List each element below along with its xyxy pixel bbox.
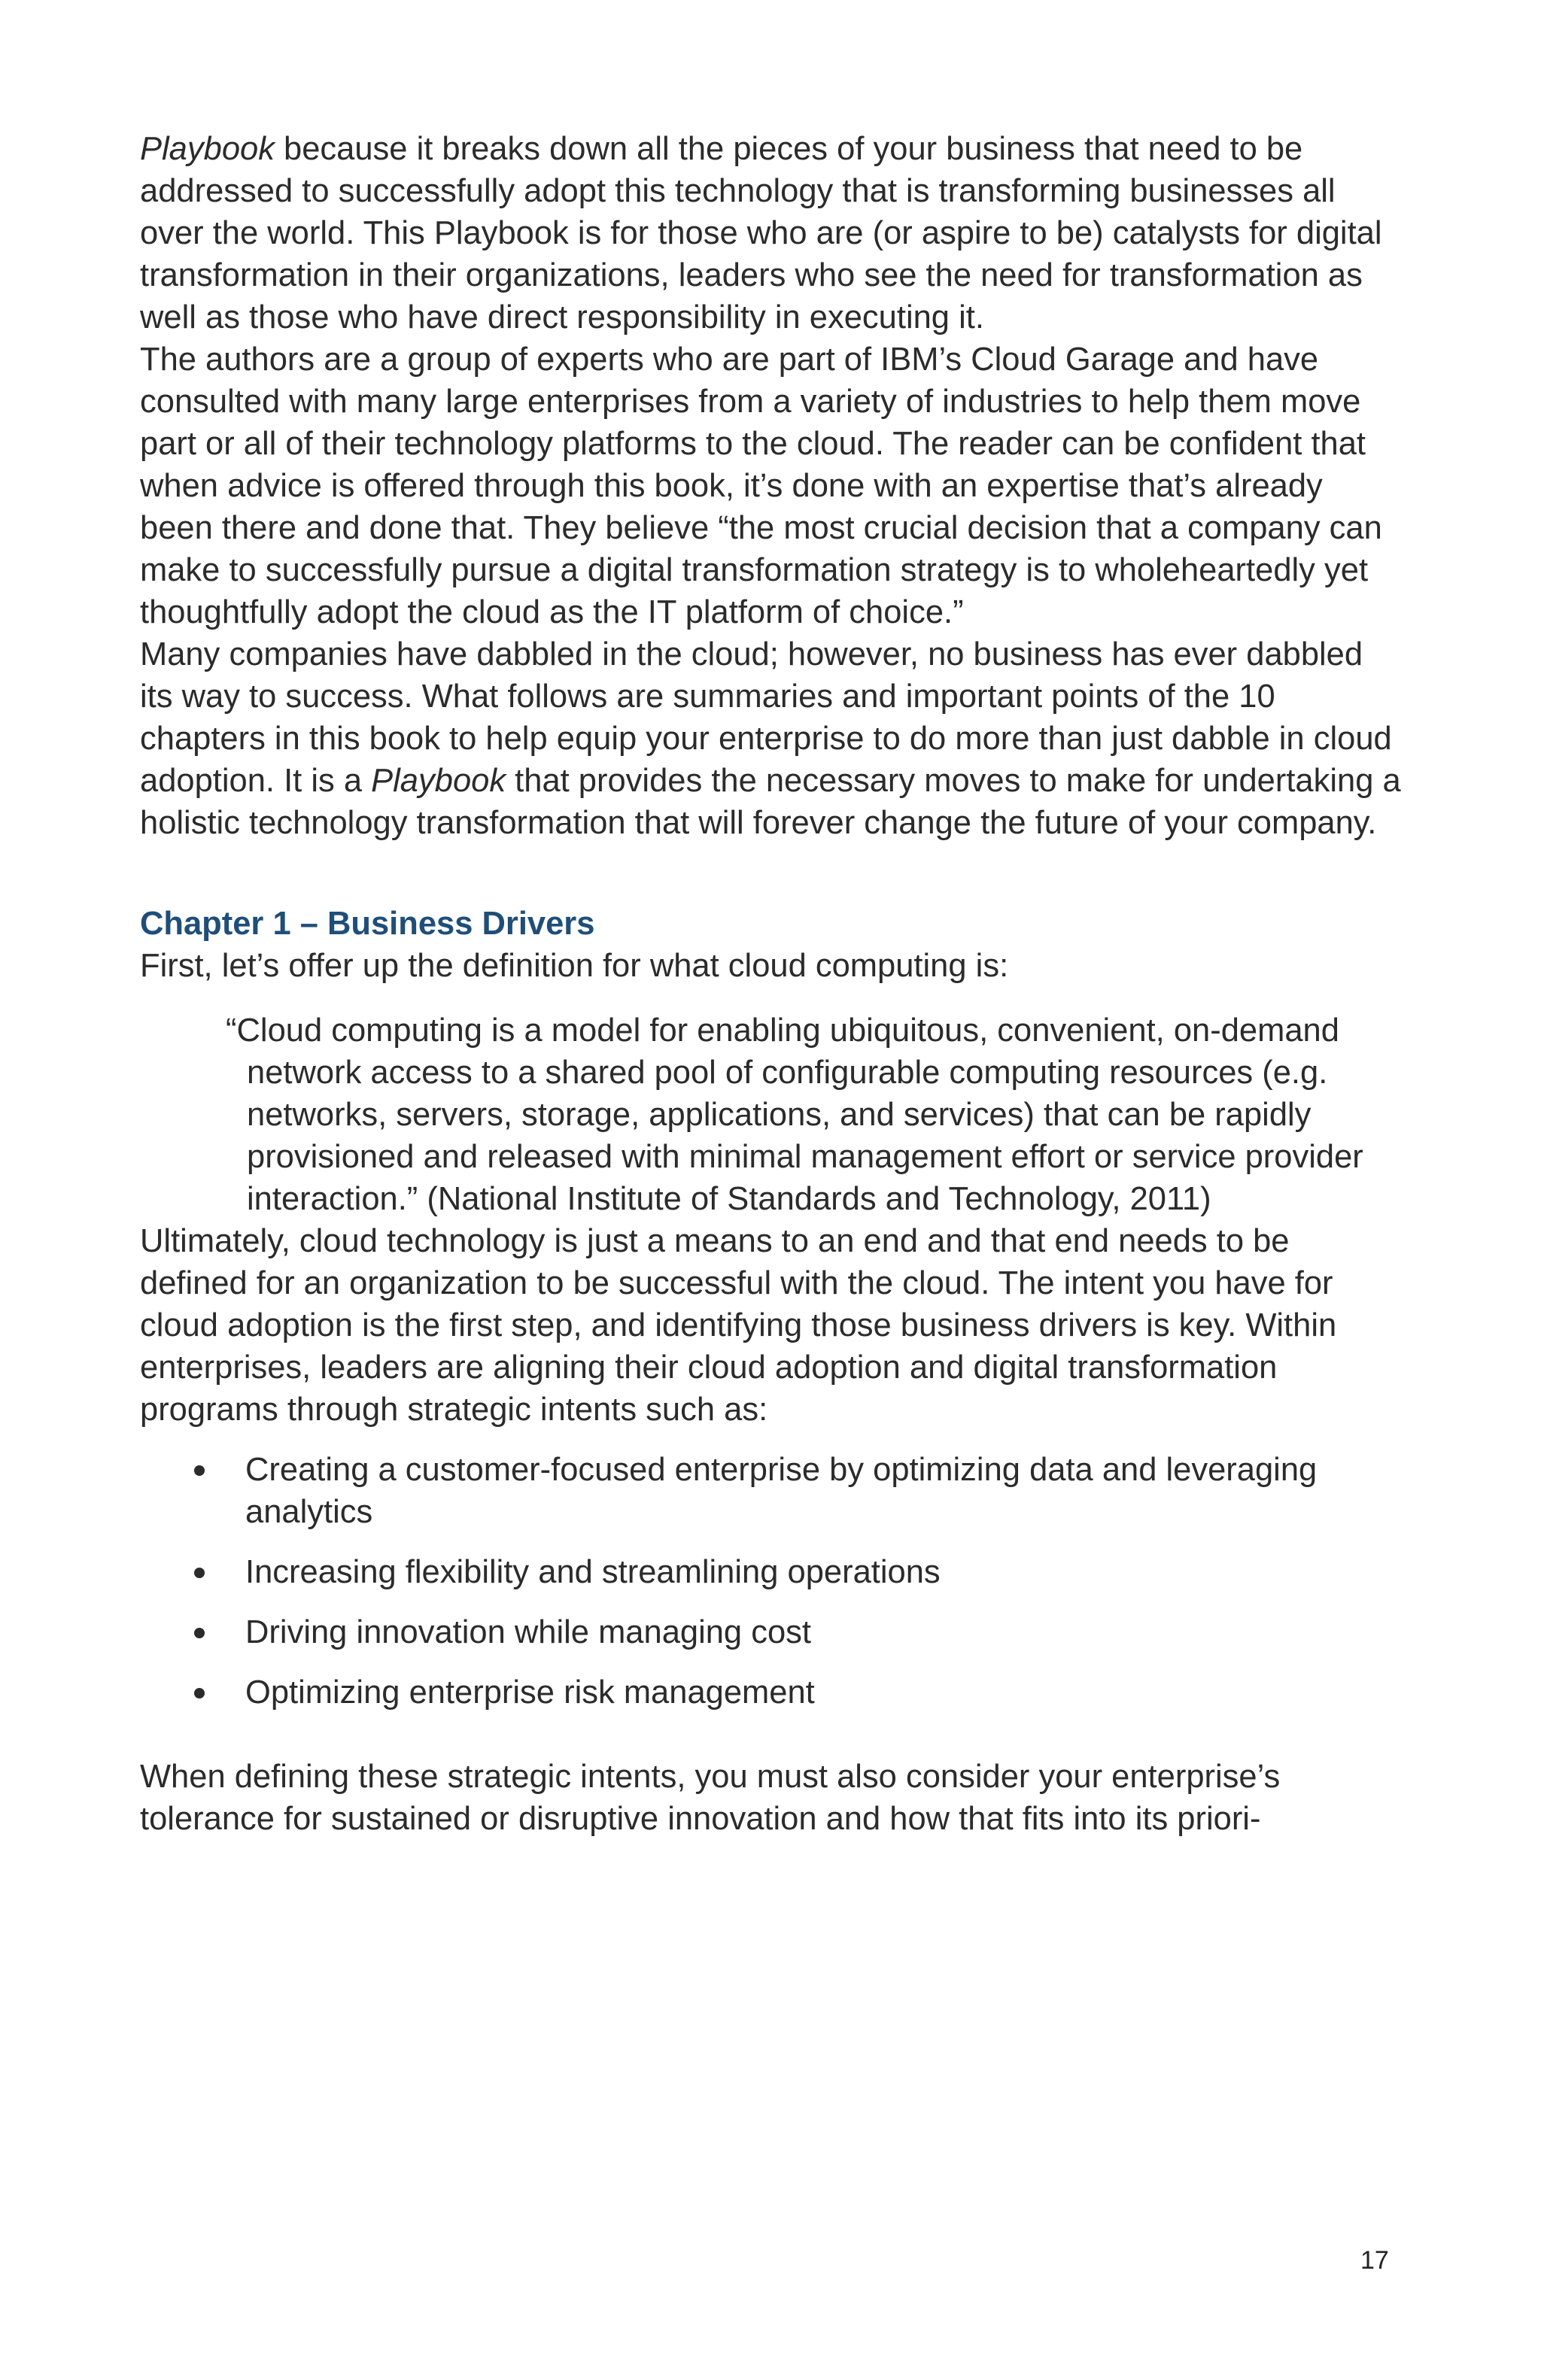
bullet-icon	[194, 1688, 205, 1698]
ultimately-paragraph: Ultimately, cloud technology is just a means to an end and that end needs to be defined for an organization to be successful with the cloud. The intent you have for cloud adoption is the first step, and identifying those business drivers is key. Within enterprises, leaders are aligning their cloud adoption and digital transformation programs through strategic intents such as:	[140, 1223, 1337, 1428]
dabbled-italic-title: Playbook	[371, 763, 506, 799]
list-item-text: Driving innovation while managing cost	[245, 1614, 811, 1650]
strategic-intents-list	[140, 1449, 1404, 1714]
list-item-text: Optimizing enterprise risk management	[245, 1674, 815, 1711]
list-item-text: Increasing flexibility and streamlining operations	[245, 1554, 941, 1590]
closing-paragraph: When defining these strategic intents, you must also consider your enterprise’s tolerance for sustained or disruptive innovation and how that fits into its priori-	[140, 1759, 1281, 1837]
cloud-definition-quote: “Cloud computing is a model for enabling ubiquitous, convenient, on-demand network access to a shared pool of configurable computing resources (e.g. networks, servers, storage, applications, and services) that can be rapidly provisioned and released with minimal management effort or service provider interaction.” (National Institute of Standards and Technology, 2011)	[226, 1012, 1363, 1217]
list-item	[140, 1551, 1404, 1593]
list-item-text: Creating a customer-focused enterprise by optimizing data and leveraging analytics	[245, 1452, 1318, 1530]
bullet-icon	[194, 1568, 205, 1578]
page-number: 17	[1360, 2246, 1389, 2275]
chapter-heading: Chapter 1 – Business Drivers	[140, 906, 595, 942]
dabbled-text-before: Many companies have dabbled in the cloud; however, no business has ever dabbled its way to success. What follows are summaries and important points of the 10 chapters in this book to help equip your enterprise to do more than just dabble in cloud adoption. It is a	[140, 636, 1392, 799]
bullet-icon	[194, 1465, 205, 1476]
intro-paragraph-text: because it breaks down all the pieces of your business that need to be addressed to successfully adopt this technology that is transforming businesses all over the world. This Playbook is for those who are (or aspire to be) catalysts for digital transformation in their organizations, leaders who see the need for transformation as well as those who have direct responsibility in executing it.	[140, 131, 1382, 335]
bullet-icon	[194, 1628, 205, 1638]
list-item	[140, 1449, 1404, 1533]
dabbled-text-after: that provides the necessary moves to make for undertaking a holistic technology transformation that will forever change the future of your company.	[140, 763, 1401, 841]
intro-paragraph	[140, 128, 1404, 338]
definition-intro: First, let’s offer up the definition for what cloud computing is:	[140, 948, 1009, 984]
authors-paragraph: The authors are a group of experts who are part of IBM’s Cloud Garage and have consulted with many large enterprises from a variety of industries to help them move part or all of their technology platforms to the cloud. The reader can be confident that when advice is offered through this book, it’s done with an expertise that’s already been there and done that. They believe “the most crucial decision that a company can make to successfully pursue a digital transformation strategy is to wholeheartedly yet thoughtfully adopt the cloud as the IT platform of choice.”	[140, 342, 1382, 630]
intro-italic-title: Playbook	[140, 131, 275, 167]
list-item	[140, 1671, 1404, 1714]
list-item	[140, 1611, 1404, 1653]
page-content	[140, 128, 1404, 1840]
dabbled-paragraph	[140, 633, 1404, 844]
